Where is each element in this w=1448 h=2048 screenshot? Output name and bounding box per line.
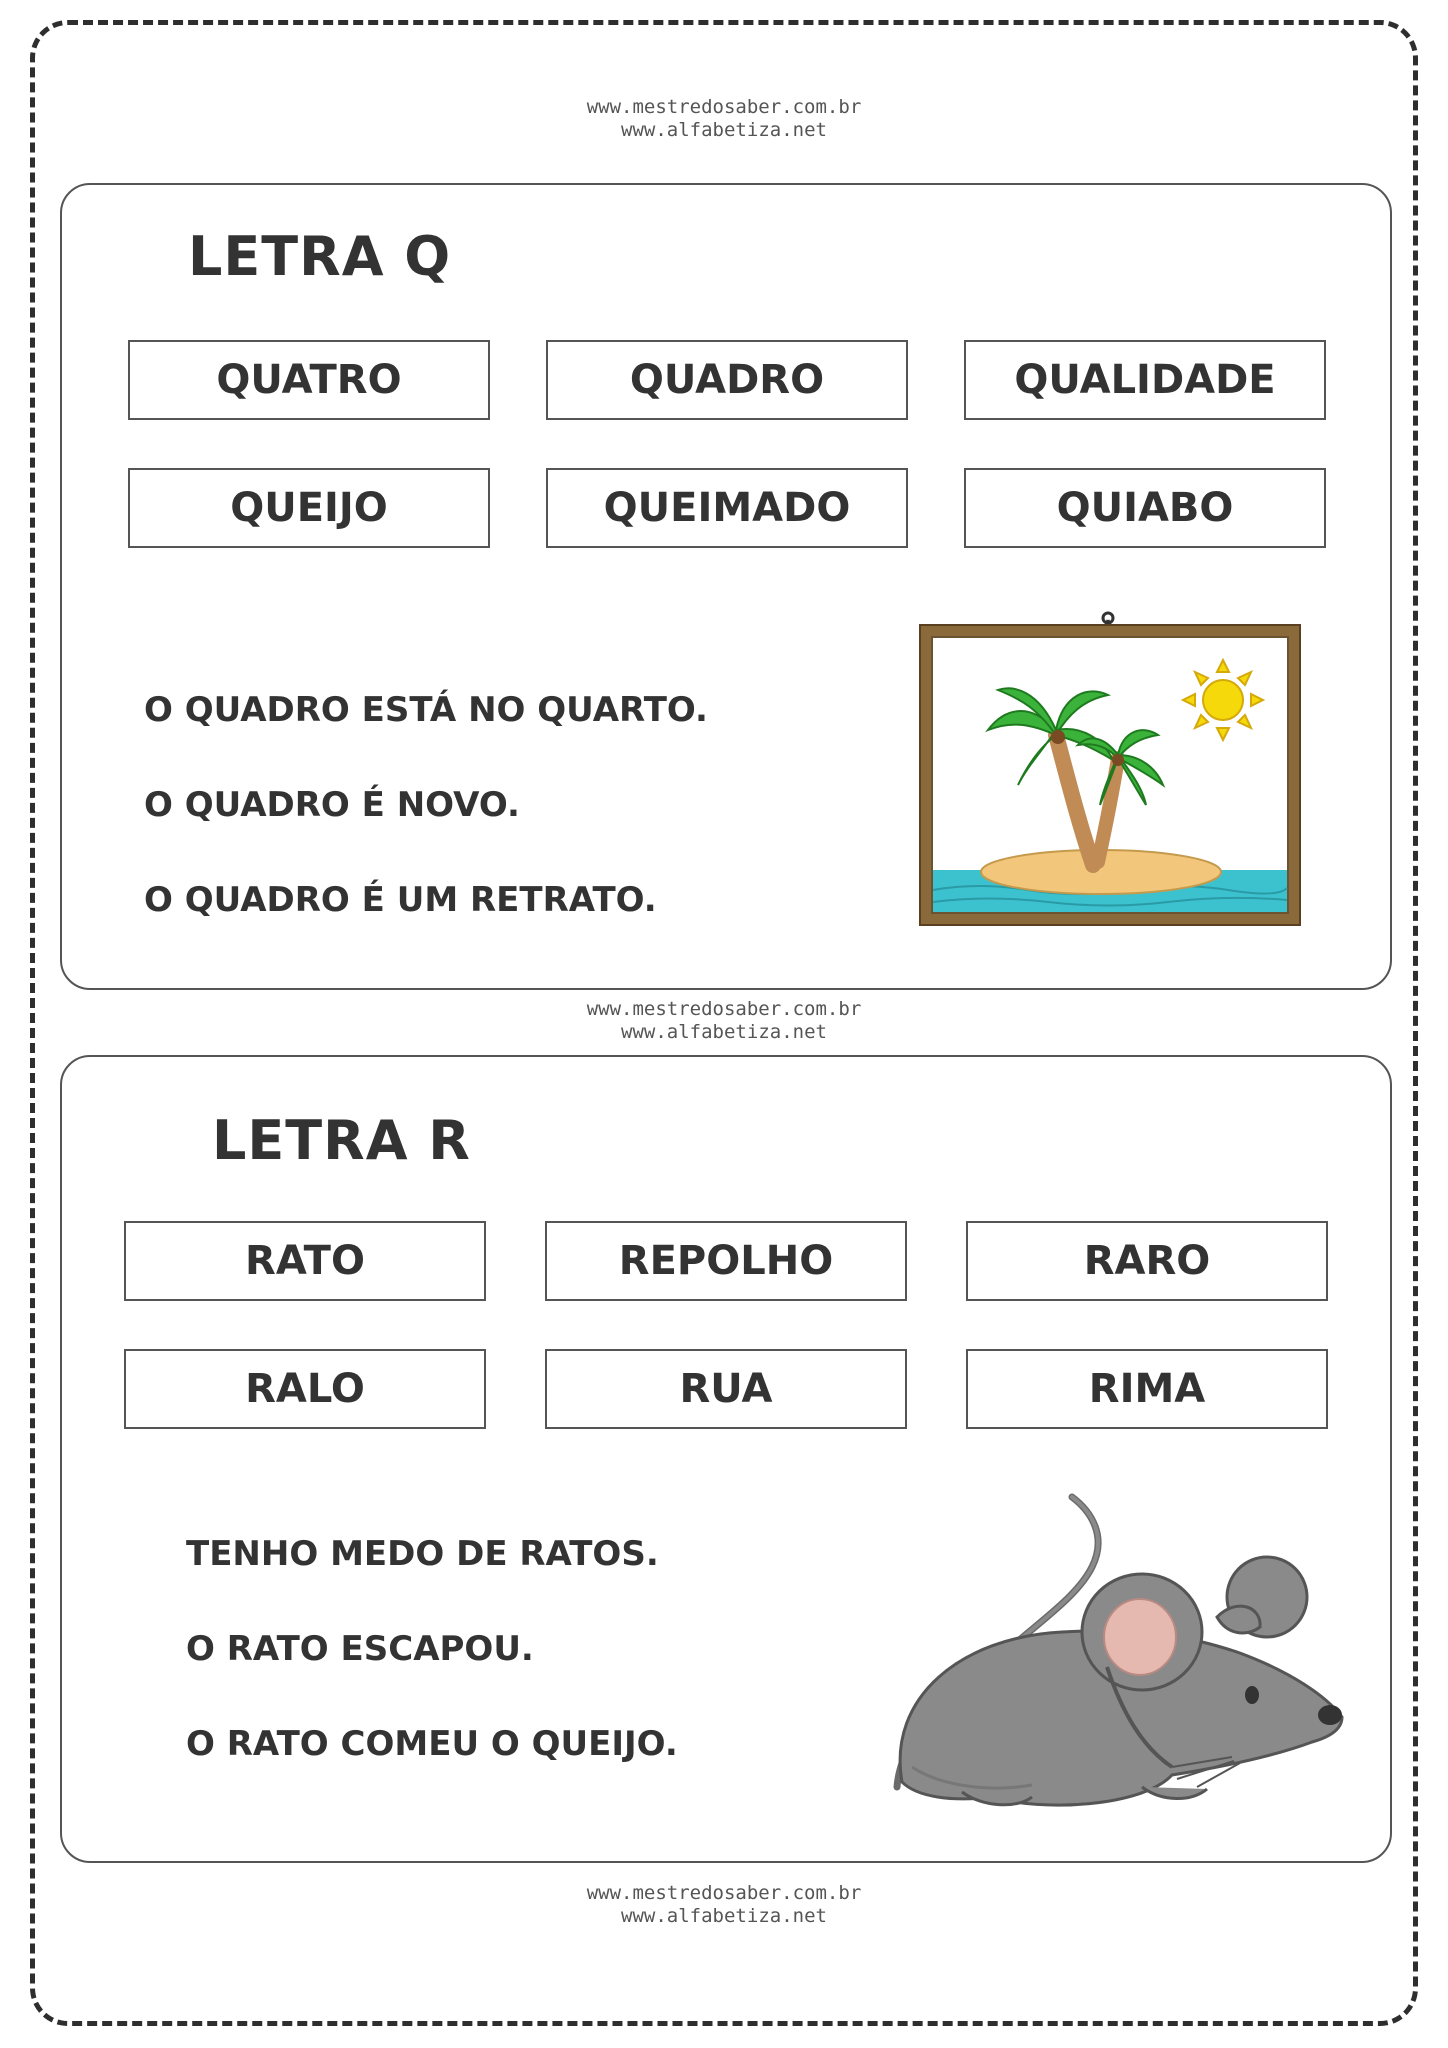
word-card[interactable]: REPOLHO (545, 1221, 907, 1301)
sentence: O QUADRO ESTÁ NO QUARTO. (144, 690, 708, 730)
section-title: LETRA Q (188, 225, 452, 288)
sentence: O QUADRO É UM RETRATO. (144, 880, 657, 920)
site-credit-top (0, 96, 1448, 142)
word-card[interactable]: RATO (124, 1221, 486, 1301)
sentence: O QUADRO É NOVO. (144, 785, 520, 825)
credit-line-1: www.mestredosaber.com.br (586, 998, 862, 1020)
credit-line-1: www.mestredosaber.com.br (586, 1882, 862, 1904)
word-card[interactable]: QUIABO (964, 468, 1326, 548)
word-card[interactable]: QUATRO (128, 340, 490, 420)
section-letter-r (60, 1055, 1392, 1863)
sentence: TENHO MEDO DE RATOS. (186, 1534, 659, 1574)
word-card[interactable]: RALO (124, 1349, 486, 1429)
word-card[interactable]: QUEIJO (128, 468, 490, 548)
sentence: O RATO ESCAPOU. (186, 1629, 534, 1669)
mouse-icon (842, 1467, 1352, 1837)
credit-line-2: www.alfabetiza.net (621, 1905, 827, 1927)
word-card[interactable]: QUADRO (546, 340, 908, 420)
site-credit-middle (0, 998, 1448, 1044)
section-title: LETRA R (212, 1109, 471, 1172)
site-credit-bottom (0, 1882, 1448, 1928)
word-card[interactable]: RIMA (966, 1349, 1328, 1429)
word-card[interactable]: RUA (545, 1349, 907, 1429)
credit-line-2: www.alfabetiza.net (621, 1021, 827, 1043)
credit-line-1: www.mestredosaber.com.br (586, 96, 862, 118)
framed-island-picture-icon (918, 590, 1308, 930)
word-card[interactable]: QUEIMADO (546, 468, 908, 548)
credit-line-2: www.alfabetiza.net (621, 119, 827, 141)
sentence: O RATO COMEU O QUEIJO. (186, 1724, 678, 1764)
word-card[interactable]: RARO (966, 1221, 1328, 1301)
word-card[interactable]: QUALIDADE (964, 340, 1326, 420)
section-letter-q (60, 183, 1392, 990)
